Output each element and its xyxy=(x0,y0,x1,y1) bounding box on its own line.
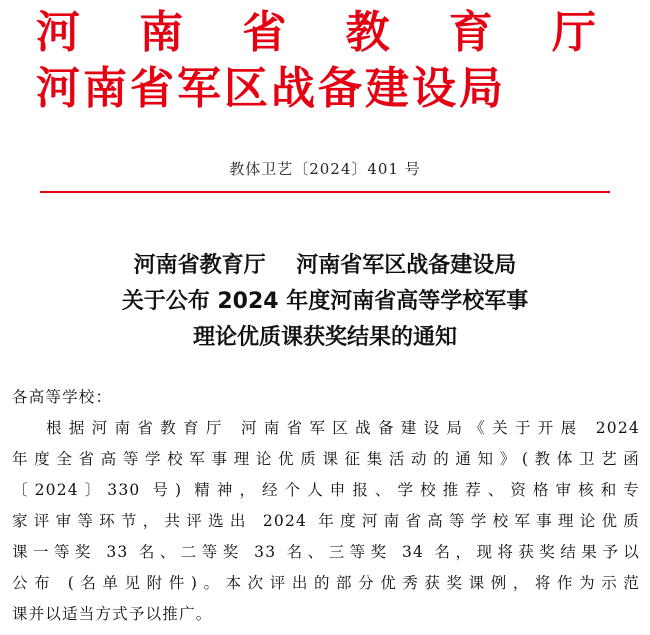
issuer-char: 南 xyxy=(139,7,184,58)
title-line: 关于公布 2024 年度河南省高等学校军事 xyxy=(121,289,529,314)
issuer-military-district-bureau: 河南省军区战备建设局 xyxy=(36,63,506,114)
document-title xyxy=(0,248,650,356)
paragraph-line: 课并以适当方式予以推广。 xyxy=(12,605,213,623)
document-body xyxy=(12,382,640,630)
issuer-char: 厅 xyxy=(551,7,596,58)
issuer-char: 河 xyxy=(36,7,80,58)
paragraph-line: 公布 (名单见附件)。本次评出的部分优秀获奖课例，将作为示范 xyxy=(12,574,640,592)
title-line: 河南省教育厅 河南省军区战备建设局 xyxy=(133,253,517,278)
issuer-henan-education-department xyxy=(36,6,596,60)
issuer-char: 教 xyxy=(345,7,390,58)
paragraph-line: 课一等奖 33 名、二等奖 33 名、三等奖 34 名，现将获奖结果予以 xyxy=(12,543,640,561)
salutation: 各高等学校： xyxy=(12,388,113,406)
paragraph-line: 年度全省高等学校军事理论优质课征集活动的通知》(教体卫艺函 xyxy=(12,450,640,468)
issuer-char: 省 xyxy=(242,7,287,58)
title-line: 理论优质课获奖结果的通知 xyxy=(192,325,457,350)
issuer-char: 育 xyxy=(448,7,493,58)
paragraph-line: 根据河南省教育厅 河南省军区战备建设局《关于开展 2024 xyxy=(46,419,640,437)
document-number: 教体卫艺〔2024〕401 号 xyxy=(229,160,421,178)
paragraph-line: 家评审等环节，共评选出 2024 年度河南省高等学校军事理论优质 xyxy=(12,512,640,530)
paragraph-line: 〔2024〕330 号) 精神，经个人申报、学校推荐、资格审核和专 xyxy=(12,481,640,499)
red-divider-line xyxy=(40,191,610,193)
